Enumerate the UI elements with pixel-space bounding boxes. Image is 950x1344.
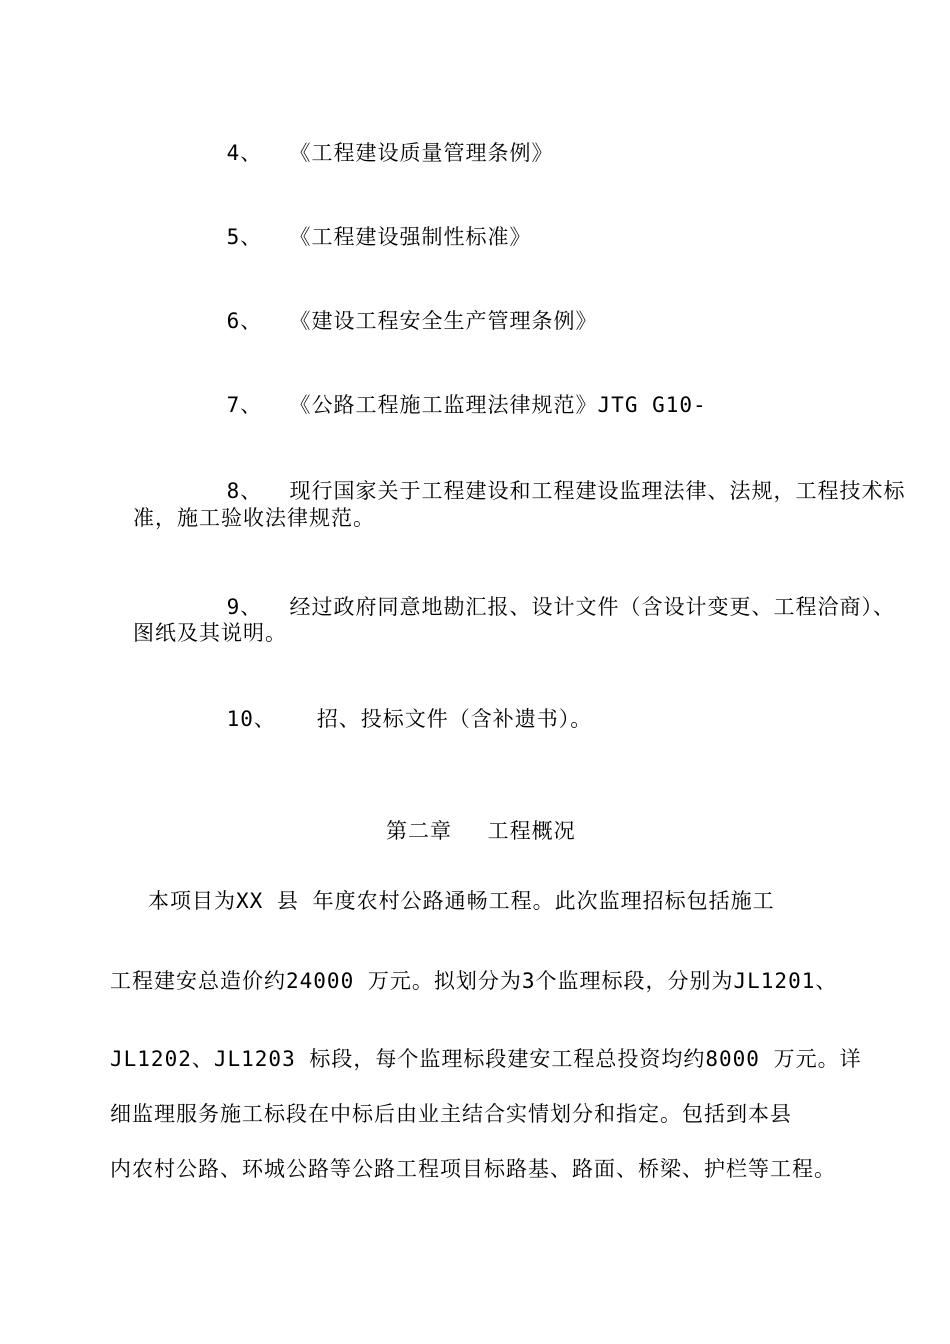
list-text: 《工程建设强制性标准》: [289, 225, 532, 249]
list-number: 6、: [226, 309, 263, 333]
list-item-10: [172, 674, 592, 764]
overview-line-2: 工程建安总造价约24000 万元。拟划分为3个监理标段，分别为JL1201、: [110, 969, 838, 993]
overview-line-5: 内农村公路、环城公路等公路工程项目标路基、路面、桥梁、护栏等工程。: [110, 1157, 836, 1181]
overview-line-3: JL1202、JL1203 标段，每个监理标段建安工程总投资均约8000 万元。详: [110, 1047, 862, 1071]
list-text: 《工程建设质量管理条例》: [289, 141, 554, 165]
list-number: 9、: [226, 595, 263, 619]
overview-line-1: 本项目为XX 县 年度农村公路通畅工程。此次监理招标包括施工: [148, 889, 775, 913]
list-text: 经过政府同意地勘汇报、设计文件（含设计变更、工程洽商）、: [289, 595, 896, 619]
list-number: 5、: [226, 225, 263, 249]
list-number: 7、: [226, 393, 263, 417]
list-item-4: [172, 108, 554, 198]
chapter-title: 第二章 工程概况: [386, 819, 576, 843]
list-text: 招、投标文件（含补遗书）。: [316, 707, 593, 731]
list-item-6: [172, 276, 598, 366]
list-number: 4、: [226, 141, 263, 165]
overview-line-4: 细监理服务施工标段在中标后由业主结合实情划分和指定。包括到本县: [110, 1102, 792, 1126]
list-text: 《建设工程安全生产管理条例》: [289, 309, 598, 333]
list-text: 《公路工程施工监理法律规范》JTG G10-: [289, 393, 707, 417]
list-item-5: [172, 192, 532, 282]
list-number: 10、: [226, 707, 276, 731]
list-number: 8、: [226, 479, 263, 503]
list-item-7: [172, 360, 707, 450]
list-item-9-continuation: 图纸及其说明。: [133, 621, 287, 645]
list-item-8-continuation: 准，施工验收法律规范。: [133, 506, 375, 530]
list-text: 现行国家关于工程建设和工程建设监理法律、法规，工程技术标: [289, 479, 906, 503]
